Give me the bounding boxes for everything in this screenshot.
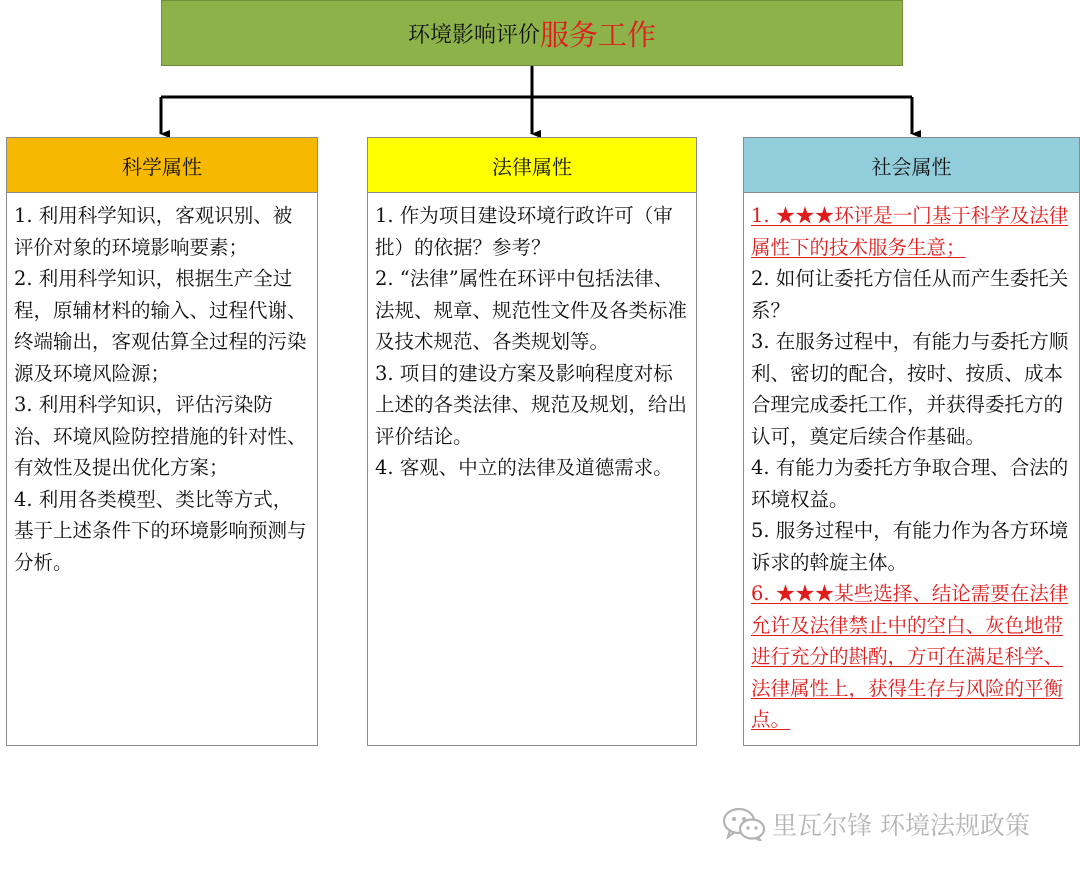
wechat-icon [722,807,766,841]
title-part-2: 服务工作 [540,17,657,52]
title-part-1: 环境影响评价 [407,22,540,48]
list-item: 4. 利用各类模型、类比等方式，基于上述条件下的环境影响预测与分析。 [14,487,307,574]
column-header-society [743,137,1080,193]
column-body-law [367,193,697,746]
watermark-text: 里瓦尔锋 环境法规政策 [772,811,1030,840]
watermark [722,806,1030,842]
list-item-highlight: 1. ★★★环评是一门基于科学及法律属性下的技术服务生意； [751,204,1069,259]
list-item: 1. 作为项目建设环境行政许可（审批）的依据？参考？ [375,204,673,259]
column-title: 科学属性 [122,154,202,179]
column-body-society [743,193,1080,746]
column-header-science [6,137,318,193]
list-item: 2. “法律”属性在环评中包括法律、法规、规章、规范性文件及各类标准及技术规范、各类规划等。 [375,267,688,353]
column-title: 社会属性 [871,154,952,179]
list-item: 1. 利用科学知识，客观识别、被评价对象的环境影响要素； [14,204,293,259]
list-item: 3. 项目的建设方案及影响程度对标上述的各类法律、规范及规划，给出评价结论。 [375,361,688,448]
list-item: 4. 客观、中立的法律及道德需求。 [375,456,673,479]
list-item: 4. 有能力为委托方争取合理、合法的环境权益。 [751,456,1069,511]
list-item: 5. 服务过程中，有能力作为各方环境诉求的斡旋主体。 [751,519,1069,574]
list-item: 2. 如何让委托方信任从而产生委托关系？ [751,267,1069,322]
column-body-science [6,193,318,746]
column-header-law [367,137,697,193]
list-item: 3. 利用科学知识，评估污染防治、环境风险防控措施的针对性、有效性及提出优化方案； [14,393,307,479]
list-item: 3. 在服务过程中，有能力与委托方顺利、密切的配合，按时、按质、成本合理完成委托工作，并获得委托方的认可，奠定后续合作基础。 [751,330,1069,448]
column-title: 法律属性 [492,154,572,179]
list-item: 2. 利用科学知识，根据生产全过程，原辅材料的输入、过程代谢、终端输出，客观估算全过程的污染源及环境风险源； [14,267,307,385]
list-item-highlight: 6. ★★★某些选择、结论需要在法律允许及法律禁止中的空白、灰色地带进行充分的斟酌，方可在满足科学、法律属性上，获得生存与风险的平衡点。 [751,582,1069,731]
